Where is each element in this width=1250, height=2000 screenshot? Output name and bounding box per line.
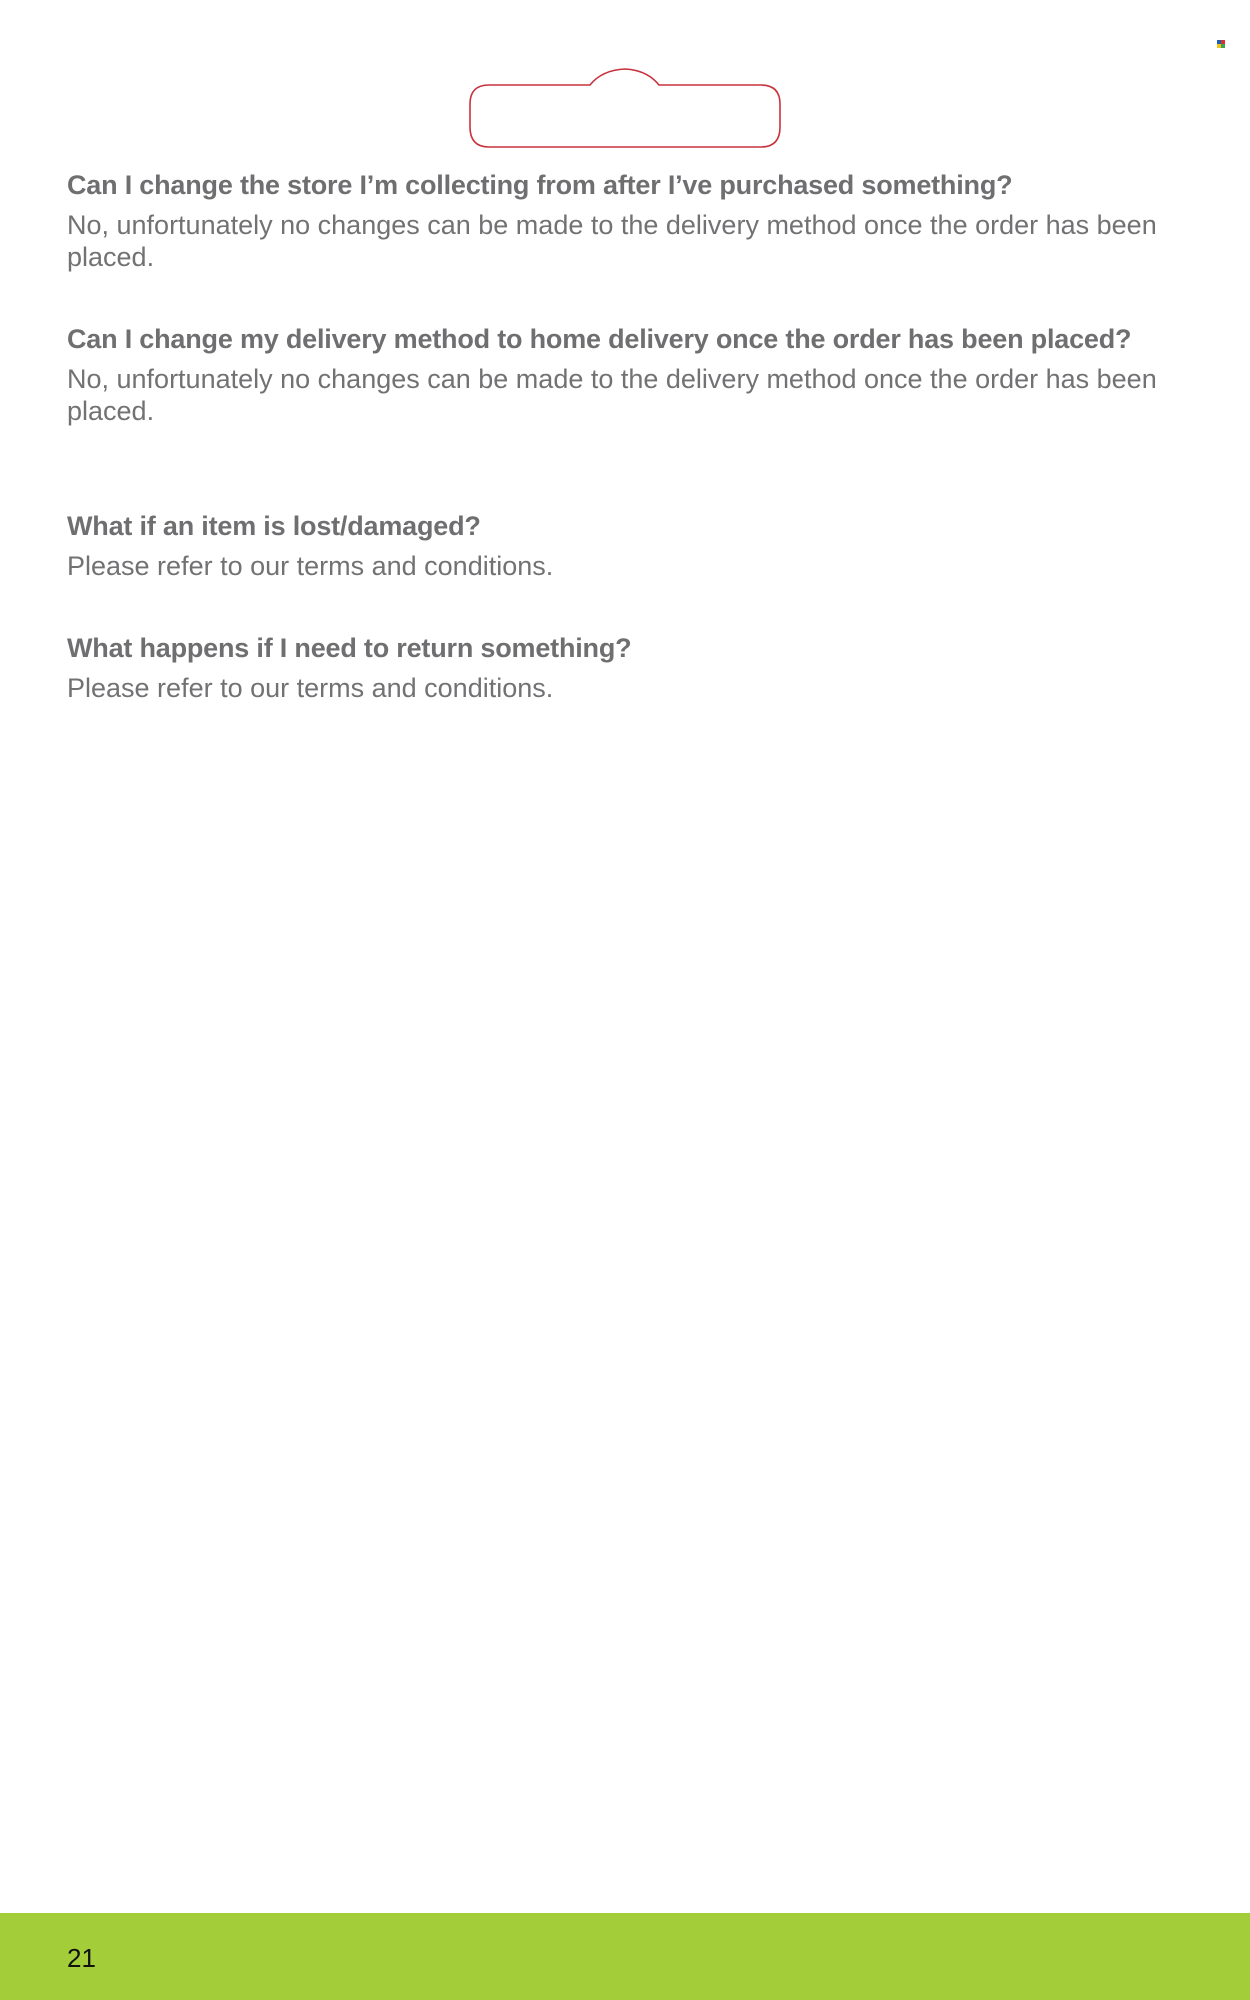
faq-item-returns — [67, 632, 1187, 704]
faq-answer: Please refer to our terms and conditions. — [67, 551, 554, 581]
tab-outline-path — [470, 69, 780, 147]
decorative-tab-outline — [467, 66, 783, 150]
corner-logo-mark — [1217, 40, 1225, 48]
footer-bar — [0, 1913, 1250, 2000]
faq-item-lost-damaged — [67, 510, 1187, 582]
faq-question: Can I change my delivery method to home delivery once the order has been placed? — [67, 324, 1132, 354]
faq-item-store-change — [67, 169, 1187, 273]
faq-question: What if an item is lost/damaged? — [67, 511, 481, 541]
faq-answer: No, unfortunately no changes can be made to the delivery method once the order has been placed. — [67, 210, 1157, 272]
faq-question: What happens if I need to return something? — [67, 633, 632, 663]
faq-item-delivery-method — [67, 323, 1187, 427]
corner-mark-green — [1221, 44, 1225, 48]
page-number: 21 — [67, 1943, 96, 1973]
faq-answer: Please refer to our terms and conditions. — [67, 673, 554, 703]
faq-question: Can I change the store I’m collecting from after I’ve purchased something? — [67, 170, 1013, 200]
faq-answer: No, unfortunately no changes can be made to the delivery method once the order has been placed. — [67, 364, 1157, 426]
